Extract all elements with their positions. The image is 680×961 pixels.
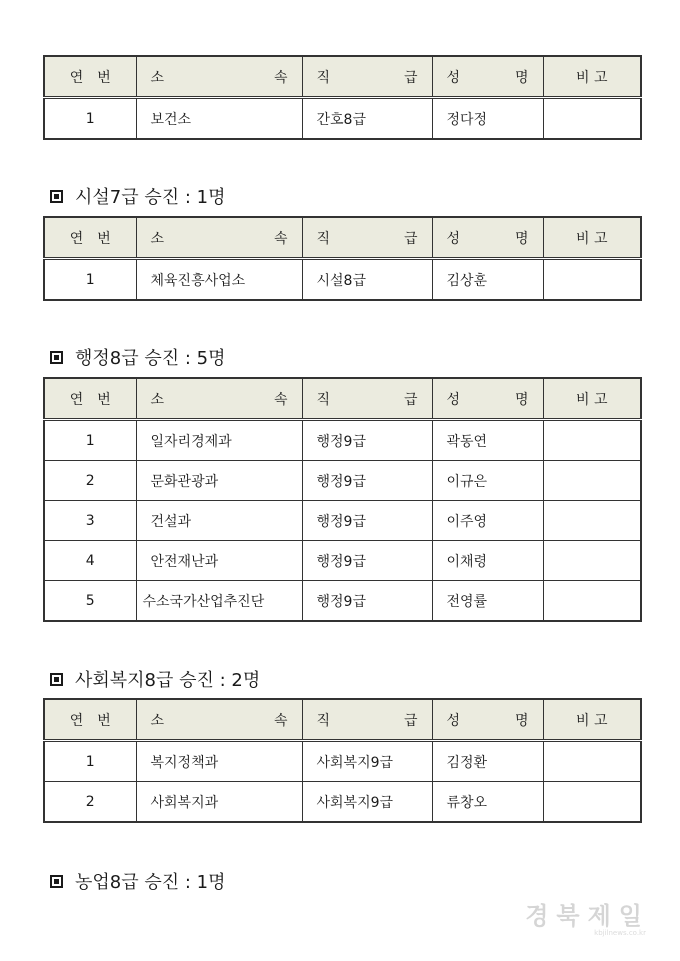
col-header-name: 성 명 [432,56,543,98]
table-header-row [44,699,641,741]
cell-grade: 사회복지9급 [302,741,432,782]
roster-table-1 [43,216,642,301]
col-header-name: 성 명 [432,217,543,259]
col-header-grade: 직 급 [302,699,432,741]
cell-note [543,98,641,140]
col-header-grade: 직 급 [302,217,432,259]
col-header-no: 연 번 [44,56,136,98]
col-header-dept: 소 속 [136,217,302,259]
cell-note [543,420,641,461]
col-header-dept: 소 속 [136,699,302,741]
table-row [44,259,641,301]
cell-name: 김정환 [432,741,543,782]
cell-no: 1 [44,420,136,461]
roster-table-2 [43,377,642,622]
filled-square-icon [50,351,63,364]
filled-square-icon [50,190,63,203]
cell-grade: 행정9급 [302,461,432,501]
table-header-row [44,56,641,98]
section-title [50,868,225,894]
cell-dept: 일자리경제과 [136,420,302,461]
col-header-dept: 소 속 [136,56,302,98]
section-title-text: 시설7급 승진 : 1명 [75,187,226,208]
watermark-logo-text: 경북제일 [525,901,650,930]
cell-dept: 건설과 [136,501,302,541]
filled-square-icon [50,875,63,888]
cell-no: 5 [44,581,136,622]
cell-grade: 간호8급 [302,98,432,140]
section-title-text: 사회복지8급 승진 : 2명 [75,670,261,691]
cell-name: 전영률 [432,581,543,622]
col-header-no: 연 번 [44,217,136,259]
cell-note [543,741,641,782]
table-row [44,782,641,823]
cell-dept: 보건소 [136,98,302,140]
table-row [44,420,641,461]
cell-dept: 수소국가산업추진단 [136,581,302,622]
cell-no: 1 [44,259,136,301]
cell-no: 1 [44,98,136,140]
col-header-note: 비 고 [543,217,641,259]
col-header-no: 연 번 [44,378,136,420]
section-title-text: 농업8급 승진 : 1명 [75,872,226,893]
col-header-no: 연 번 [44,699,136,741]
cell-dept: 체육진흥사업소 [136,259,302,301]
col-header-dept: 소 속 [136,378,302,420]
cell-note [543,461,641,501]
col-header-name: 성 명 [432,699,543,741]
section-title-text: 행정8급 승진 : 5명 [75,348,226,369]
cell-note [543,541,641,581]
cell-no: 2 [44,461,136,501]
cell-no: 1 [44,741,136,782]
cell-name: 이규은 [432,461,543,501]
col-header-note: 비 고 [543,699,641,741]
section-title [50,666,260,692]
col-header-note: 비 고 [543,56,641,98]
cell-dept: 사회복지과 [136,782,302,823]
table-row [44,98,641,140]
watermark-url: kbjilnews.co.kr [594,929,646,937]
cell-name: 류창오 [432,782,543,823]
cell-dept: 복지정책과 [136,741,302,782]
cell-grade: 행정9급 [302,501,432,541]
cell-note [543,501,641,541]
cell-grade: 행정9급 [302,541,432,581]
newspaper-watermark-logo [525,896,650,937]
col-header-name: 성 명 [432,378,543,420]
cell-grade: 시설8급 [302,259,432,301]
roster-table-0 [43,55,642,140]
col-header-grade: 직 급 [302,378,432,420]
cell-grade: 행정9급 [302,581,432,622]
col-header-note: 비 고 [543,378,641,420]
cell-name: 이채령 [432,541,543,581]
table-row [44,581,641,622]
section-title [50,344,225,370]
cell-name: 곽동연 [432,420,543,461]
cell-note [543,581,641,622]
table-row [44,741,641,782]
cell-no: 2 [44,782,136,823]
col-header-grade: 직 급 [302,56,432,98]
cell-no: 3 [44,501,136,541]
table-row [44,501,641,541]
cell-name: 이주영 [432,501,543,541]
roster-table-3 [43,698,642,823]
cell-no: 4 [44,541,136,581]
cell-grade: 행정9급 [302,420,432,461]
filled-square-icon [50,673,63,686]
cell-name: 정다정 [432,98,543,140]
cell-note [543,259,641,301]
table-row [44,541,641,581]
cell-grade: 사회복지9급 [302,782,432,823]
table-header-row [44,217,641,259]
section-title [50,183,225,209]
table-row [44,461,641,501]
cell-dept: 문화관광과 [136,461,302,501]
cell-dept: 안전재난과 [136,541,302,581]
cell-name: 김상훈 [432,259,543,301]
cell-note [543,782,641,823]
table-header-row [44,378,641,420]
